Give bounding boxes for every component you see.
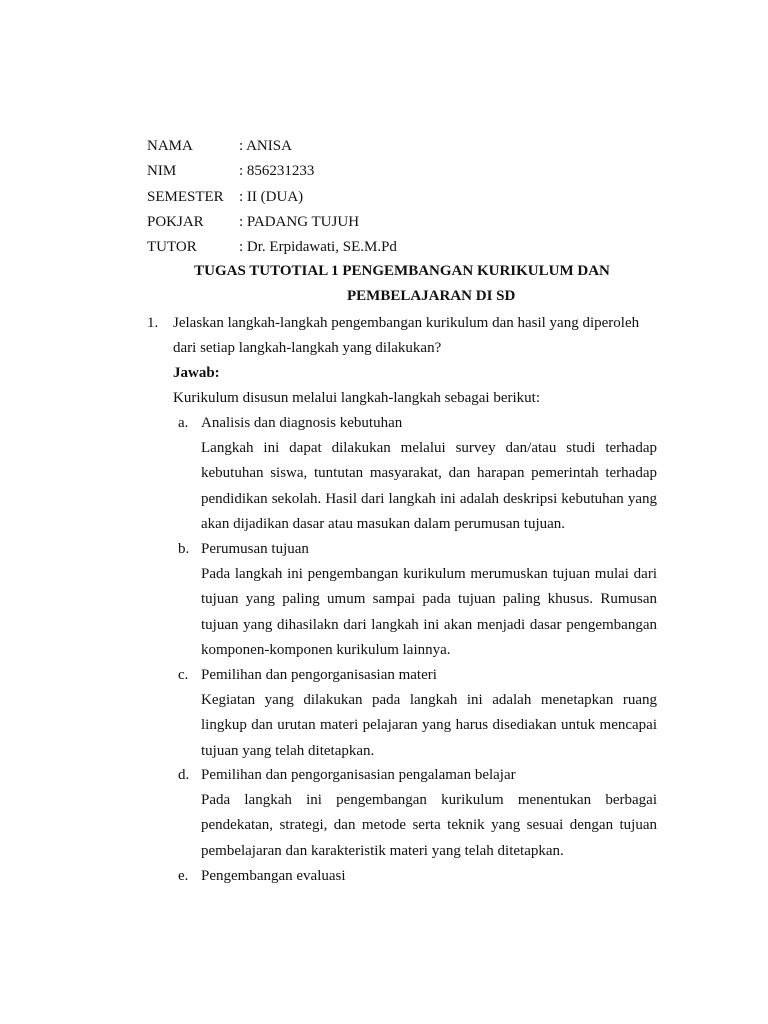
- list-item-body-c: Kegiatan yang dilakukan pada langkah ini adalah menetapkan ruang lingkup dan urutan materi pelajaran yang harus disediakan untuk mencapai tujuan yang telah ditetapkan.: [201, 692, 657, 759]
- list-item-letter: d.: [178, 767, 190, 783]
- question-1: [147, 311, 657, 361]
- identity-row-semester: [147, 185, 627, 210]
- list-item-title: Pemilihan dan pengorganisasian materi: [201, 667, 437, 683]
- identity-key: NAMA: [147, 138, 193, 154]
- document-title-line-1: TUGAS TUTOTIAL 1 PENGEMBANGAN KURIKULUM DAN: [194, 263, 610, 279]
- list-item-heading-a: [178, 411, 402, 436]
- list-item-body-d: Pada langkah ini pengembangan kurikulum menentukan berbagai pendekatan, strategi, dan metode serta teknik yang sesuai dengan tujuan pembelajaran dan karakteristik materi yang telah ditetapkan.: [201, 792, 657, 859]
- identity-value: : II (DUA): [239, 188, 304, 205]
- question-number: 1.: [147, 315, 159, 331]
- answer-label: Jawab:: [173, 365, 220, 381]
- identity-value: : Dr. Erpidawati, SE.M.Pd: [239, 239, 397, 256]
- list-item-title: Pemilihan dan pengorganisasian pengalaman belajar: [201, 767, 516, 783]
- list-item-title: Pengembangan evaluasi: [201, 868, 346, 884]
- identity-table: [147, 134, 627, 260]
- list-item-heading-e: [178, 864, 346, 889]
- identity-row-pokjar: [147, 210, 627, 235]
- list-item-letter: a.: [178, 415, 189, 431]
- list-item-heading-b: [178, 537, 309, 562]
- list-item-body-b: Pada langkah ini pengembangan kurikulum merumuskan tujuan mulai dari tujuan yang paling umum sampai pada tujuan paling khusus. Rumusan tujuan yang dihasilakn dari langkah ini akan menjadi dasar pengembangan komponen-komponen kurikulum lainnya.: [201, 566, 657, 658]
- identity-value: : PADANG TUJUH: [239, 213, 360, 230]
- identity-value: : ANISA: [239, 138, 292, 154]
- identity-key: TUTOR: [147, 239, 197, 256]
- identity-row-nama: [147, 134, 627, 159]
- identity-value: : 856231233: [239, 163, 315, 180]
- list-item-heading-c: [178, 663, 437, 688]
- list-item-heading-d: [178, 763, 516, 788]
- list-item-letter: c.: [178, 667, 189, 683]
- identity-key: SEMESTER: [147, 188, 224, 205]
- identity-row-tutor: [147, 235, 627, 260]
- list-item-title: Analisis dan diagnosis kebutuhan: [201, 415, 403, 431]
- document-title-line-2: PEMBELAJARAN DI SD: [347, 288, 516, 304]
- list-item-title: Perumusan tujuan: [201, 541, 309, 557]
- list-item-letter: b.: [178, 541, 190, 557]
- identity-row-nim: [147, 159, 627, 184]
- answer-intro: Kurikulum disusun melalui langkah-langkah sebagai berikut:: [173, 390, 541, 406]
- identity-key: POKJAR: [147, 213, 204, 230]
- list-item-letter: e.: [178, 868, 189, 884]
- identity-key: NIM: [147, 163, 177, 180]
- list-item-body-a: Langkah ini dapat dilakukan melalui survey dan/atau studi terhadap kebutuhan siswa, tuntutan masyarakat, dan harapan pemerintah terhadap pendidikan sekolah. Hasil dari langkah ini adalah deskripsi kebutuhan yang akan dijadikan dasar atau masukan dalam perumusan tujuan.: [201, 440, 657, 532]
- question-text: Jelaskan langkah-langkah pengembangan kurikulum dan hasil yang diperoleh dari setiap langkah-langkah yang dilakukan?: [173, 315, 640, 356]
